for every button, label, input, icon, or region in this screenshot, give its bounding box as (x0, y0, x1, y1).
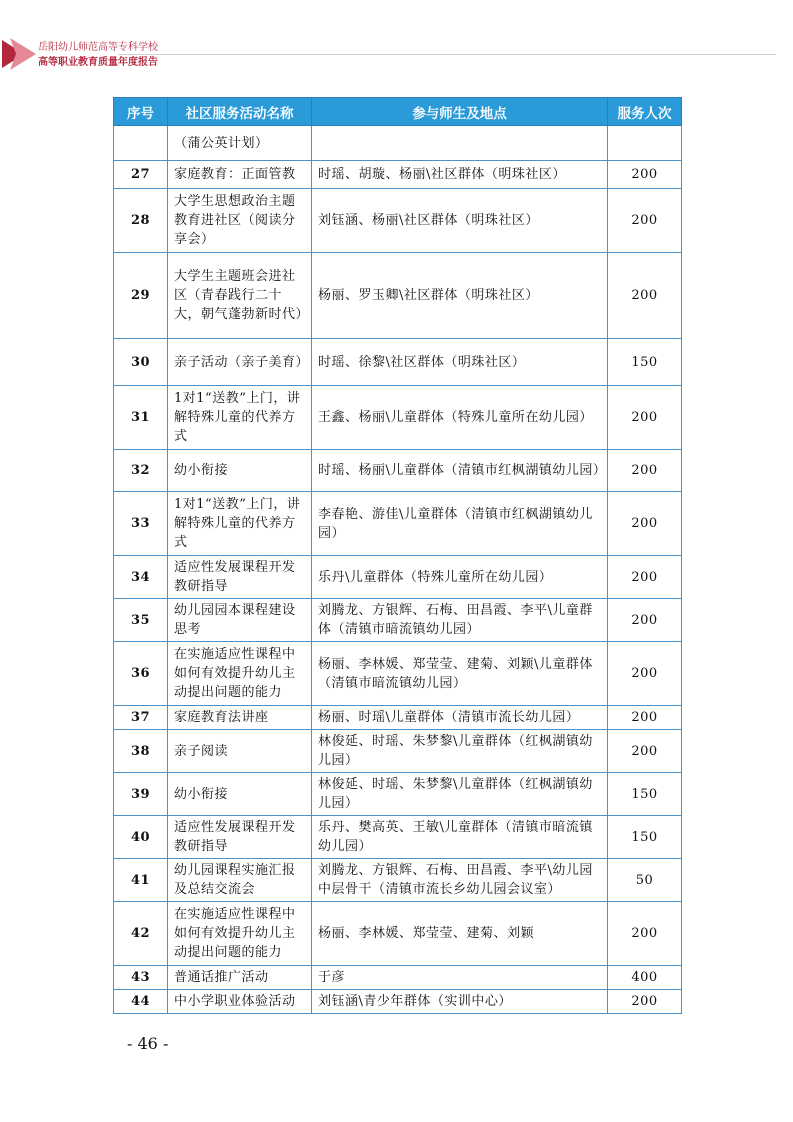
participants-location: 杨丽、时瑶\儿童群体（清镇市流长幼儿园） (312, 706, 608, 730)
table-row (114, 706, 682, 730)
participants-location: 时瑶、胡璇、杨丽\社区群体（明珠社区） (312, 161, 608, 189)
column-header-count: 服务人次 (608, 98, 682, 126)
school-logo-icon (2, 36, 36, 72)
service-count: 50 (608, 859, 682, 902)
header-report-title: 高等职业教育质量年度报告 (38, 57, 158, 68)
table-row (114, 966, 682, 990)
activity-name: 家庭教育：正面管教 (168, 161, 312, 189)
row-number: 27 (114, 161, 168, 189)
activity-name: 中小学职业体验活动 (168, 990, 312, 1014)
page-number: - 46 - (127, 1034, 169, 1053)
row-number: 41 (114, 859, 168, 902)
table-row (114, 492, 682, 556)
activity-name: 1对1“送教”上门，讲解特殊儿童的代养方式 (168, 492, 312, 556)
table-row (114, 126, 682, 161)
participants-location: 王鑫、杨丽\儿童群体（特殊儿童所在幼儿园） (312, 386, 608, 450)
column-header-participants: 参与师生及地点 (312, 98, 608, 126)
participants-location: 刘钰涵\青少年群体（实训中心） (312, 990, 608, 1014)
table-row (114, 189, 682, 253)
header-divider (118, 54, 776, 55)
activity-name: （蒲公英计划） (168, 126, 312, 161)
activity-name: 适应性发展课程开发教研指导 (168, 556, 312, 599)
participants-location: 杨丽、李林媛、郑莹莹、建菊、刘颖\儿童群体（清镇市暗流镇幼儿园） (312, 642, 608, 706)
service-count: 200 (608, 492, 682, 556)
activity-name: 大学生思想政治主题教育进社区（阅读分享会） (168, 189, 312, 253)
participants-location: 刘腾龙、方银辉、石梅、田昌霞、李平\儿童群体（清镇市暗流镇幼儿园） (312, 599, 608, 642)
row-number: 31 (114, 386, 168, 450)
community-service-table (113, 97, 682, 1014)
header-school-name: 岳阳幼儿师范高等专科学校 (38, 42, 158, 53)
table-header-row (114, 98, 682, 126)
service-count: 200 (608, 386, 682, 450)
table-row (114, 816, 682, 859)
service-count: 200 (608, 599, 682, 642)
participants-location: 刘腾龙、方银辉、石梅、田昌霞、李平\幼儿园中层骨干（清镇市流长乡幼儿园会议室） (312, 859, 608, 902)
service-count: 200 (608, 642, 682, 706)
row-number: 29 (114, 253, 168, 339)
row-number: 43 (114, 966, 168, 990)
table-row (114, 386, 682, 450)
activity-name: 普通话推广活动 (168, 966, 312, 990)
participants-location: 时瑶、杨丽\儿童群体（清镇市红枫湖镇幼儿园） (312, 450, 608, 492)
service-count: 200 (608, 990, 682, 1014)
table-row (114, 450, 682, 492)
activity-name: 幼儿园园本课程建设思考 (168, 599, 312, 642)
participants-location: 林俊延、时瑶、朱梦黎\儿童群体（红枫湖镇幼儿园） (312, 773, 608, 816)
row-number: 33 (114, 492, 168, 556)
table-row (114, 339, 682, 386)
activity-name: 大学生主题班会进社区（青春践行二十大，朝气蓬勃新时代） (168, 253, 312, 339)
table-row (114, 730, 682, 773)
participants-location: 李春艳、游佳\儿童群体（清镇市红枫湖镇幼儿园） (312, 492, 608, 556)
row-number: 40 (114, 816, 168, 859)
service-count: 200 (608, 253, 682, 339)
row-number: 30 (114, 339, 168, 386)
participants-location: 乐丹\儿童群体（特殊儿童所在幼儿园） (312, 556, 608, 599)
participants-location: 乐丹、樊高英、王敏\儿童群体（清镇市暗流镇幼儿园） (312, 816, 608, 859)
activity-name: 适应性发展课程开发教研指导 (168, 816, 312, 859)
row-number: 36 (114, 642, 168, 706)
activity-name: 亲子阅读 (168, 730, 312, 773)
table-row (114, 902, 682, 966)
row-number: 35 (114, 599, 168, 642)
activity-name: 幼小衔接 (168, 773, 312, 816)
participants-location: 时瑶、徐黎\社区群体（明珠社区） (312, 339, 608, 386)
table-row (114, 161, 682, 189)
service-count: 200 (608, 450, 682, 492)
activity-name: 家庭教育法讲座 (168, 706, 312, 730)
row-number: 38 (114, 730, 168, 773)
service-count: 200 (608, 161, 682, 189)
table-row (114, 773, 682, 816)
row-number: 44 (114, 990, 168, 1014)
activity-name: 在实施适应性课程中如何有效提升幼儿主动提出问题的能力 (168, 642, 312, 706)
service-count: 200 (608, 902, 682, 966)
column-header-no: 序号 (114, 98, 168, 126)
column-header-activity: 社区服务活动名称 (168, 98, 312, 126)
table-row (114, 859, 682, 902)
activity-name: 幼儿园课程实施汇报及总结交流会 (168, 859, 312, 902)
table-row (114, 990, 682, 1014)
participants-location: 杨丽、李林媛、郑莹莹、建菊、刘颖 (312, 902, 608, 966)
row-number (114, 126, 168, 161)
activity-name: 1对1“送教”上门，讲解特殊儿童的代养方式 (168, 386, 312, 450)
service-count: 200 (608, 189, 682, 253)
row-number: 37 (114, 706, 168, 730)
table-row (114, 642, 682, 706)
service-count: 200 (608, 556, 682, 599)
table-row (114, 253, 682, 339)
service-count (608, 126, 682, 161)
participants-location: 刘钰涵、杨丽\社区群体（明珠社区） (312, 189, 608, 253)
activity-name: 在实施适应性课程中如何有效提升幼儿主动提出问题的能力 (168, 902, 312, 966)
row-number: 42 (114, 902, 168, 966)
participants-location (312, 126, 608, 161)
activity-name: 幼小衔接 (168, 450, 312, 492)
service-count: 200 (608, 706, 682, 730)
row-number: 32 (114, 450, 168, 492)
table-row (114, 599, 682, 642)
row-number: 28 (114, 189, 168, 253)
service-count: 150 (608, 339, 682, 386)
participants-location: 杨丽、罗玉卿\社区群体（明珠社区） (312, 253, 608, 339)
service-count: 400 (608, 966, 682, 990)
participants-location: 于彦 (312, 966, 608, 990)
row-number: 39 (114, 773, 168, 816)
page-header (0, 36, 793, 76)
service-count: 200 (608, 730, 682, 773)
table-row (114, 556, 682, 599)
participants-location: 林俊延、时瑶、朱梦黎\儿童群体（红枫湖镇幼儿园） (312, 730, 608, 773)
service-count: 150 (608, 773, 682, 816)
service-count: 150 (608, 816, 682, 859)
row-number: 34 (114, 556, 168, 599)
activity-name: 亲子活动（亲子美育） (168, 339, 312, 386)
